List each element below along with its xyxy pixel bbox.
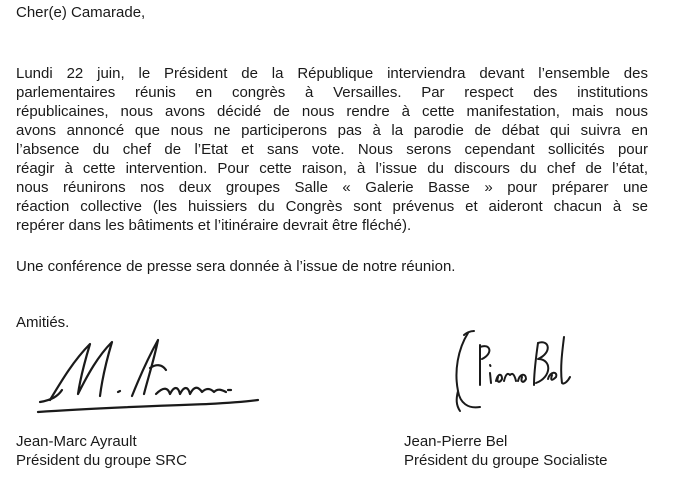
signature-bel-drawing [440,325,600,420]
signatory-right-title: Président du groupe Socialiste [404,452,608,469]
signatory-right-name: Jean-Pierre Bel [404,433,508,450]
body-paragraph [16,64,648,235]
signature-ayrault-drawing [32,330,272,420]
paragraph-line: républicaines, nous avons décidé de nous rendre à cette manifestation, mais nous [16,103,648,120]
paragraph-line: repérer dans les bâtiments et l’itinéraire devrait être fléché). [16,217,412,234]
paragraph-line: réagir à cette intervention. Pour cette raison, à l’issue du discours du chef de l’état, [16,160,648,177]
paragraph-line: réaction collective (les huissiers du Congrès sont prévenus et aideront chacun à se [16,198,648,215]
signatory-left [16,432,187,470]
press-conference-line: Une conférence de presse sera donnée à l’issue de notre réunion. [16,258,456,275]
paragraph-line: parlementaires réunis en congrès à Versailles. Par respect des institutions [16,84,648,101]
signature-ayrault [32,330,272,420]
paragraph-line: Lundi 22 juin, le Président de la République interviendra devant l’ensemble des [16,65,648,82]
salutation: Cher(e) Camarade, [16,4,146,21]
signatory-left-title: Président du groupe SRC [16,452,187,469]
paragraph-line: avons annoncé que nous ne participerons pas à la parodie de débat qui suivra en [16,122,648,139]
signatory-right [404,432,607,470]
signatory-left-name: Jean-Marc Ayrault [16,433,137,450]
closing: Amitiés. [16,314,70,331]
signature-bel [440,325,600,420]
paragraph-line: l’absence du chef de l’Etat et sans vote. Nous serons cependant sollicités pour [16,141,648,158]
paragraph-line: nous réunirons nos deux groupes Salle « Galerie Basse » pour préparer une [16,179,648,196]
